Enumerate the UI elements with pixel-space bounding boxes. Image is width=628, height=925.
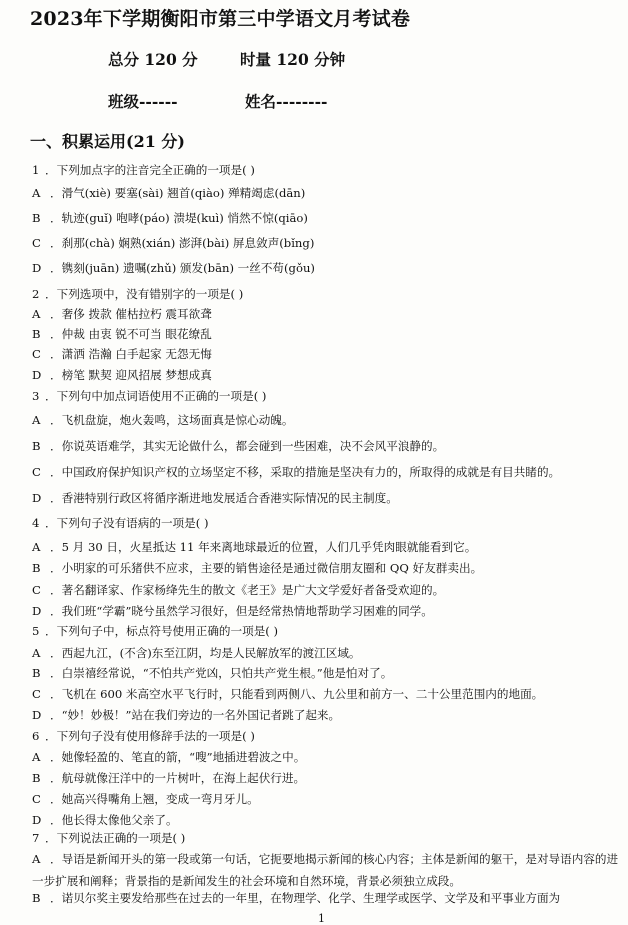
option-letter: A — [32, 750, 41, 764]
time-limit: 时量 120 分钟 — [240, 50, 346, 69]
question-stem: 3 ．下列句中加点词语使用不正确的一项是( ) — [32, 389, 267, 403]
question-text: 下列句子中，标点符号使用正确的一项是( ) — [56, 624, 279, 638]
option-text: 轨迹(guǐ) 咆哮(páo) 溃堤(kuì) 悄然不惊(qiāo) — [61, 211, 308, 225]
option-text: 中国政府保护知识产权的立场坚定不移，采取的措施是坚决有力的，所取得的成就是有目共睹的。 — [61, 465, 561, 479]
question-text: 下列说法正确的一项是( ) — [56, 831, 186, 845]
option-letter: A — [32, 540, 41, 554]
option-text: 榜笔 默契 迎风招展 梦想成真 — [61, 368, 212, 382]
option-text: 镌刻(juān) 遗嘱(zhǔ) 颁发(bān) 一丝不苟(gǒu) — [61, 261, 315, 275]
option-row: A ．5 月 30 日，火星抵达 11 年来离地球最近的位置，人们几乎凭肉眼就能看到它。 — [32, 540, 477, 554]
option-text: 仲裁 由衷 锐不可当 眼花缭乱 — [61, 327, 212, 341]
option-text: 滑气(xiè) 要塞(sài) 翘首(qiào) 殚精竭虑(dān) — [61, 186, 306, 200]
question-number: 4 — [32, 516, 40, 530]
question-stem: 7 ．下列说法正确的一项是( ) — [32, 831, 186, 845]
option-row: A ．西起九江，(不含)东至江阴，均是人民解放军的渡江区域。 — [32, 646, 361, 660]
option-letter: D — [32, 368, 42, 382]
option-letter: C — [32, 583, 41, 597]
option-row: D ．镌刻(juān) 遗嘱(zhǔ) 颁发(bān) 一丝不苟(gǒu) — [32, 261, 315, 275]
question-text: 下列句子没有使用修辞手法的一项是( ) — [56, 729, 255, 743]
option-text: 西起九江，(不含)东至江阴，均是人民解放军的渡江区域。 — [61, 646, 361, 660]
option-text: 导语是新闻开头的第一段或第一句话，它扼要地揭示新闻的核心内容；主体是新闻的躯干，是对导语内容的进一步扩展和阐释；背景指的是新闻发生的社会环境和自然环境，背景必须独立成段。 — [32, 852, 619, 888]
option-row: D ．他长得太像他父亲了。 — [32, 813, 178, 827]
option-row: D ．“妙！妙极！”站在我们旁边的一名外国记者跳了起来。 — [32, 708, 341, 722]
option-text: 她像轻盈的、笔直的箭，“嗖”地插进碧波之中。 — [61, 750, 306, 764]
option-text: 他长得太像他父亲了。 — [61, 813, 178, 827]
option-text: 你说英语难学，其实无论做什么，都会碰到一些困难，决不会风平浪静的。 — [61, 439, 445, 453]
option-row: A ．导语是新闻开头的第一段或第一句话，它扼要地揭示新闻的核心内容；主体是新闻的躯干，是对导语内容的进一步扩展和阐释；背景指的是新闻发生的社会环境和自然环境，背景必须独立成段。 — [32, 848, 626, 892]
option-letter: A — [32, 186, 41, 200]
option-row: A ．奢侈 拨款 催枯拉朽 震耳欲聋 — [32, 307, 212, 321]
option-letter: D — [32, 261, 42, 275]
option-text: 航母就像汪洋中的一片树叶，在海上起伏行进。 — [61, 771, 306, 785]
option-row: B ．仲裁 由衷 锐不可当 眼花缭乱 — [32, 327, 212, 341]
option-text: 著名翻译家、作家杨绛先生的散文《老王》是广大文学爱好者备受欢迎的。 — [61, 583, 445, 597]
question-text: 下列句中加点词语使用不正确的一项是( ) — [56, 389, 267, 403]
option-row: A ．滑气(xiè) 要塞(sài) 翘首(qiào) 殚精竭虑(dān) — [32, 186, 306, 200]
option-text: 小明家的可乐猪供不应求，主要的销售途径是通过微信朋友圈和 QQ 好友群卖出。 — [61, 561, 483, 575]
page-number: 1 — [318, 912, 325, 925]
option-letter: A — [32, 646, 41, 660]
option-row: A ．飞机盘旋，炮火轰鸣，这场面真是惊心动魄。 — [32, 413, 294, 427]
option-letter: A — [32, 413, 41, 427]
total-score: 总分 120 分 — [108, 50, 198, 69]
option-text: 刹那(chà) 娴熟(xián) 澎湃(bài) 屏息敛声(bǐng) — [61, 236, 315, 250]
option-row: B ．小明家的可乐猪供不应求，主要的销售途径是通过微信朋友圈和 QQ 好友群卖出。 — [32, 561, 483, 575]
option-letter: B — [32, 666, 41, 680]
option-text: 5 月 30 日，火星抵达 11 年来离地球最近的位置，人们几乎凭肉眼就能看到它。 — [61, 540, 477, 554]
question-stem: 5 ．下列句子中，标点符号使用正确的一项是( ) — [32, 624, 279, 638]
option-letter: D — [32, 708, 42, 722]
question-stem: 1 ．下列加点字的注音完全正确的一项是( ) — [32, 163, 255, 177]
section-heading: 一、积累运用(21 分) — [30, 132, 185, 151]
option-row: D ．香港特别行政区将循序渐进地发展适合香港实际情况的民主制度。 — [32, 491, 398, 505]
option-letter: D — [32, 491, 42, 505]
option-row: B ．你说英语难学，其实无论做什么，都会碰到一些困难，决不会风平浪静的。 — [32, 439, 445, 453]
option-row: B ．白崇禧经常说，“不怕共产党凶，只怕共产党生根。”他是怕对了。 — [32, 666, 393, 680]
option-letter: C — [32, 465, 41, 479]
option-letter: C — [32, 347, 41, 361]
option-text: 她高兴得嘴角上翘，变成一弯月牙儿。 — [61, 792, 259, 806]
question-number: 2 — [32, 287, 40, 301]
option-text: 潇洒 浩瀚 白手起家 无怨无悔 — [61, 347, 212, 361]
option-text: 香港特别行政区将循序渐进地发展适合香港实际情况的民主制度。 — [61, 491, 398, 505]
option-row: B ．航母就像汪洋中的一片树叶，在海上起伏行进。 — [32, 771, 306, 785]
option-letter: B — [32, 561, 41, 575]
option-letter: B — [32, 891, 41, 905]
option-row: A ．她像轻盈的、笔直的箭，“嗖”地插进碧波之中。 — [32, 750, 306, 764]
option-letter: B — [32, 439, 41, 453]
option-row: B ．轨迹(guǐ) 咆哮(páo) 溃堤(kuì) 悄然不惊(qiāo) — [32, 211, 308, 225]
question-number: 5 — [32, 624, 40, 638]
option-letter: D — [32, 604, 42, 618]
question-text: 下列句子没有语病的一项是( ) — [56, 516, 209, 530]
option-row: C ．她高兴得嘴角上翘，变成一弯月牙儿。 — [32, 792, 259, 806]
option-text: 飞机盘旋，炮火轰鸣，这场面真是惊心动魄。 — [61, 413, 294, 427]
class-field: 班级------ — [108, 92, 178, 111]
option-text: 白崇禧经常说，“不怕共产党凶，只怕共产党生根。”他是怕对了。 — [61, 666, 393, 680]
option-letter: C — [32, 236, 41, 250]
option-letter: B — [32, 211, 41, 225]
option-row: D ．我们班“学霸”晓兮虽然学习很好，但是经常热情地帮助学习困难的同学。 — [32, 604, 433, 618]
option-text: “妙！妙极！”站在我们旁边的一名外国记者跳了起来。 — [61, 708, 341, 722]
option-row: B ．诺贝尔奖主要发给那些在过去的一年里，在物理学、化学、生理学或医学、文学及和平事业方面为 — [32, 891, 561, 905]
question-number: 7 — [32, 831, 40, 845]
question-text: 下列加点字的注音完全正确的一项是( ) — [56, 163, 255, 177]
name-field: 姓名-------- — [245, 92, 328, 111]
question-stem: 2 ．下列选项中，没有错别字的一项是( ) — [32, 287, 244, 301]
question-number: 3 — [32, 389, 40, 403]
question-stem: 6 ．下列句子没有使用修辞手法的一项是( ) — [32, 729, 255, 743]
option-letter: B — [32, 771, 41, 785]
option-row: C ．中国政府保护知识产权的立场坚定不移，采取的措施是坚决有力的，所取得的成就是有目共睹的。 — [32, 465, 561, 479]
option-row: C ．刹那(chà) 娴熟(xián) 澎湃(bài) 屏息敛声(bǐng) — [32, 236, 315, 250]
exam-title: 2023年下学期衡阳市第三中学语文月考试卷 — [30, 8, 411, 30]
option-letter: B — [32, 327, 41, 341]
option-row: D ．榜笔 默契 迎风招展 梦想成真 — [32, 368, 212, 382]
question-stem: 4 ．下列句子没有语病的一项是( ) — [32, 516, 209, 530]
option-text: 飞机在 600 米高空水平飞行时，只能看到两侧八、九公里和前方一、二十公里范围内的地面。 — [61, 687, 544, 701]
question-text: 下列选项中，没有错别字的一项是( ) — [56, 287, 244, 301]
option-letter: C — [32, 792, 41, 806]
option-letter: A — [32, 307, 41, 321]
option-letter: D — [32, 813, 42, 827]
option-row: C ．潇洒 浩瀚 白手起家 无怨无悔 — [32, 347, 212, 361]
option-row: C ．著名翻译家、作家杨绛先生的散文《老王》是广大文学爱好者备受欢迎的。 — [32, 583, 445, 597]
option-text: 奢侈 拨款 催枯拉朽 震耳欲聋 — [61, 307, 212, 321]
question-number: 1 — [32, 163, 40, 177]
option-row: C ．飞机在 600 米高空水平飞行时，只能看到两侧八、九公里和前方一、二十公里范围内的地面。 — [32, 687, 544, 701]
option-text: 我们班“学霸”晓兮虽然学习很好，但是经常热情地帮助学习困难的同学。 — [61, 604, 433, 618]
option-text: 诺贝尔奖主要发给那些在过去的一年里，在物理学、化学、生理学或医学、文学及和平事业方面为 — [61, 891, 561, 905]
option-letter: A — [32, 852, 41, 866]
option-letter: C — [32, 687, 41, 701]
question-number: 6 — [32, 729, 40, 743]
